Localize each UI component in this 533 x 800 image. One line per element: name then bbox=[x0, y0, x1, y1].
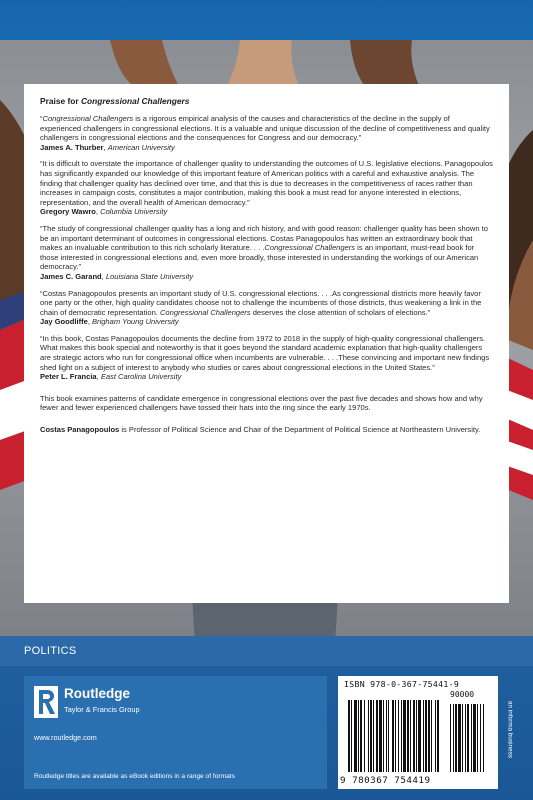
book-description: This book examines patterns of candidate emergence in congressional elections over the past five decades and shows how and why fewer and fewer experienced challengers have tossed their hats into the ring since the early 1970s. bbox=[40, 393, 483, 413]
barcode-bar bbox=[413, 700, 415, 772]
quote-attribution: James A. Thurber, American University bbox=[40, 142, 175, 152]
category-bar bbox=[0, 636, 533, 666]
barcode-bar bbox=[386, 700, 387, 772]
barcode-number: 9 780367 754419 bbox=[340, 775, 431, 786]
quote-text bbox=[40, 289, 493, 318]
praise-panel bbox=[24, 84, 509, 603]
barcode-bar bbox=[364, 700, 365, 772]
quote-author-affiliation: American University bbox=[107, 142, 175, 152]
informa-strip bbox=[503, 676, 517, 789]
quote-author-affiliation: Columbia University bbox=[100, 207, 168, 217]
barcode-bar bbox=[425, 700, 427, 772]
barcode-bar bbox=[450, 704, 451, 772]
praise-quote-5 bbox=[40, 334, 493, 382]
praise-quote-1 bbox=[40, 114, 493, 152]
barcode-bar bbox=[462, 704, 463, 772]
quote-author-name: Peter L. Francia bbox=[40, 372, 97, 382]
quote-text bbox=[40, 114, 493, 143]
barcode-bar bbox=[418, 700, 421, 772]
barcode-bar bbox=[458, 704, 461, 772]
barcode-bar bbox=[483, 704, 484, 772]
barcode-bar bbox=[395, 700, 396, 772]
quote-author-affiliation: Brigham Young University bbox=[92, 317, 179, 327]
barcode-bar bbox=[480, 704, 481, 772]
praise-quote-2 bbox=[40, 159, 493, 217]
barcode-bar bbox=[354, 700, 357, 772]
quote-book-title: Congressional Challengers bbox=[264, 243, 356, 253]
price-code: 90000 bbox=[450, 690, 475, 699]
barcode-bar bbox=[473, 704, 476, 772]
barcode-bar bbox=[370, 700, 372, 772]
barcode-bar bbox=[392, 700, 394, 772]
quote-body: “In this book, Costas Panagopoulos documents the decline from 1972 to 2018 in the supply of high-quality congressional challengers. What makes this book special and noteworthy is that it goes beyond the standard academic explanation that high-quality challengers are strategic actors who run for congressional office when incumbents are vulnerable. . . .These convincing and important new findings shed light on a subject of interest to anybody who studies or cares about congressional elections in the United States.” bbox=[40, 333, 490, 372]
barcode-bar bbox=[379, 700, 382, 772]
author-bio-text: is Professor of Political Science and Chair of the Department of Political Science at Northeastern University. bbox=[119, 425, 481, 435]
quote-author-name: James A. Thurber bbox=[40, 142, 104, 152]
praise-quote-3 bbox=[40, 224, 493, 282]
publisher-group: Taylor & Francis Group bbox=[64, 705, 140, 714]
barcode-bar bbox=[477, 704, 478, 772]
barcode-bar bbox=[373, 700, 374, 772]
barcode-bar bbox=[351, 700, 352, 772]
publisher-name: Routledge bbox=[64, 686, 130, 701]
barcode-bar bbox=[410, 700, 411, 772]
category-label: POLITICS bbox=[24, 645, 77, 657]
publisher-url[interactable]: www.routledge.com bbox=[34, 733, 97, 742]
ebook-note: Routledge titles are available as eBook editions in a range of formats bbox=[34, 773, 235, 780]
quote-body: “The study of congressional challenger quality has a long and rich history, and with good reason: challenger quality has been shown to be an important determinant of outcomes in congressional elections. Costas Panagopoulos has written an extraordinary book that makes an invaluable contribution to this rich scholarly literature. . . . bbox=[40, 223, 488, 253]
praise-heading bbox=[40, 96, 493, 106]
quote-author-name: Jay Goodliffe bbox=[40, 317, 88, 327]
informa-text: an informa business bbox=[506, 700, 514, 759]
quote-attribution: Jay Goodliffe, Brigham Young University bbox=[40, 317, 179, 327]
barcode-bar bbox=[453, 704, 454, 772]
quote-body: is a rigorous empirical analysis of the causes and characteristics of the decline in the supply of experienced challengers in congressional elections. It is a valuable and unique discussion of the decline of competitiveness and quality challengers in congressional elections and the consequences for Congress and our democracy.” bbox=[40, 114, 490, 143]
barcode-bar bbox=[431, 700, 432, 772]
quote-author-name: James C. Garand bbox=[40, 271, 102, 281]
barcode-bar bbox=[435, 700, 436, 772]
quote-open-mark: “ bbox=[40, 114, 43, 123]
praise-heading-prefix: Praise for bbox=[40, 96, 79, 106]
quote-attribution: Peter L. Francia, East Carolina University bbox=[40, 372, 182, 382]
barcode-bar bbox=[407, 700, 409, 772]
author-bio bbox=[40, 425, 493, 435]
quote-author-affiliation: East Carolina University bbox=[100, 372, 182, 382]
barcode-bar bbox=[455, 704, 457, 772]
quote-author-name: Gregory Wawro bbox=[40, 207, 96, 217]
barcode-bar bbox=[348, 700, 350, 772]
quote-book-title: Congressional Challengers bbox=[42, 114, 134, 123]
quote-body: “It is difficult to overstate the importance of challenger quality to understanding the outcomes of U.S. legislative elections. Panagopoulos has significantly expanded our knowledge of this important feature of American politics with a careful and exhaustive analysis. The finding that challenger quality has declined over time, and that this is due to decreases in the competitiveness of races rather than increases in campaign costs, constitutes a major contribution, making this book a must read for anyone interested in elections, representation, and the overall health of American democracy.” bbox=[40, 159, 493, 207]
praise-quote-4 bbox=[40, 289, 493, 327]
barcode-bar bbox=[467, 704, 469, 772]
barcode-bar bbox=[403, 700, 406, 772]
barcode-bar bbox=[358, 700, 359, 772]
quote-body: “Costas Panagopoulos presents an important study of U.S. congressional elections. . . .As congressional districts more heavily favor one party or the other, high quality candidates choose not to challenge the incumbents of those districts, thus weakening a link in the chain of democratic representation. bbox=[40, 288, 482, 317]
barcode-bar bbox=[465, 704, 466, 772]
barcode-bar bbox=[428, 700, 430, 772]
barcode-bar bbox=[376, 700, 378, 772]
barcode-bar bbox=[383, 700, 384, 772]
quote-book-title: Congressional Challengers bbox=[159, 307, 251, 317]
praise-heading-title: Congressional Challengers bbox=[80, 96, 190, 106]
barcode-bar bbox=[360, 700, 362, 772]
barcode-bar bbox=[388, 700, 389, 772]
barcode-bar bbox=[368, 700, 369, 772]
quote-body: deserves the close attention of scholars of elections.” bbox=[250, 307, 431, 317]
quote-attribution: Gregory Wawro, Columbia University bbox=[40, 207, 168, 217]
barcode-bar bbox=[398, 700, 399, 772]
barcode-bar bbox=[437, 700, 439, 772]
routledge-logo-icon bbox=[34, 686, 58, 718]
barcode-icon bbox=[344, 690, 492, 774]
barcode-bar bbox=[416, 700, 417, 772]
quote-author-affiliation: Louisiana State University bbox=[105, 271, 194, 281]
barcode-bar bbox=[401, 700, 402, 772]
isbn-text: ISBN 978-0-367-75441-9 bbox=[344, 679, 460, 689]
quote-text bbox=[40, 224, 493, 272]
barcode-bar bbox=[471, 704, 472, 772]
quote-attribution: James C. Garand, Louisiana State University bbox=[40, 271, 194, 281]
barcode-bar bbox=[423, 700, 424, 772]
quote-body: is an important, must-read book for those interested in congressional elections and, even more broadly, those interested in understanding the workings of our American democracy.” bbox=[40, 243, 479, 272]
author-name: Costas Panagopoulos bbox=[40, 425, 120, 435]
